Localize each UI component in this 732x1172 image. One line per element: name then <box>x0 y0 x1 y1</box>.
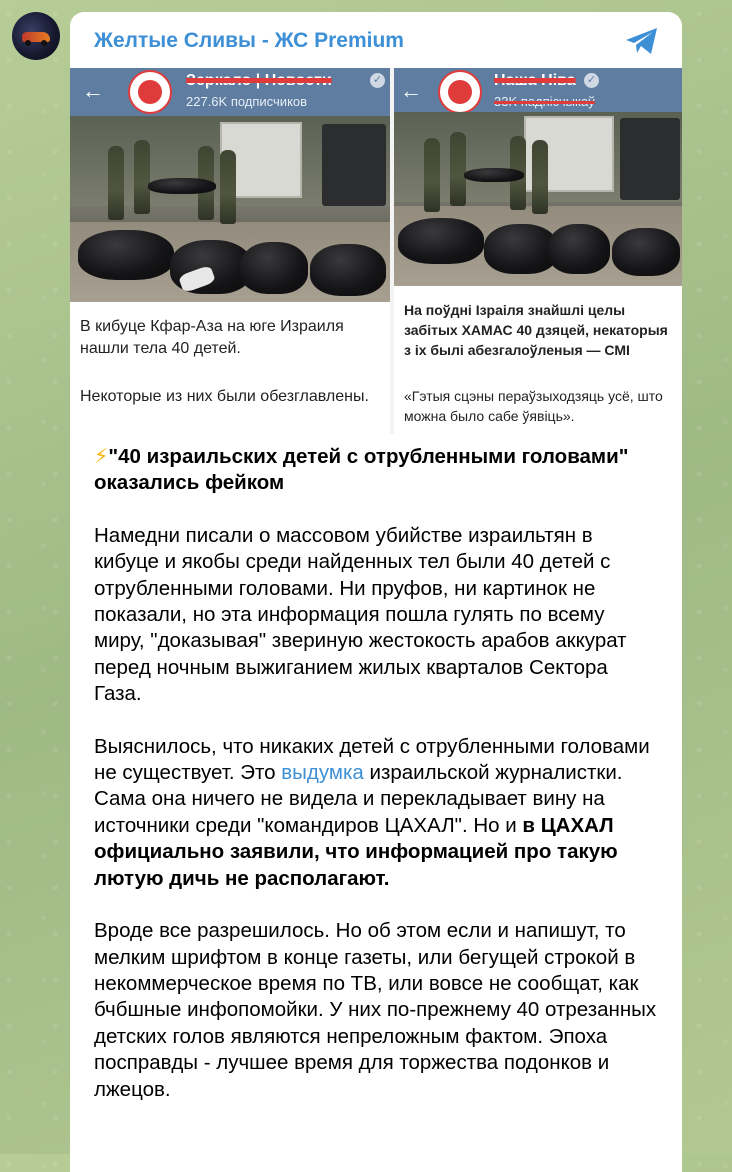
message-header <box>94 26 404 56</box>
left-subscriber-count: 227.6K подписчиков <box>186 94 308 109</box>
left-caption-secondary: Некоторые из них были обезглавлены. <box>80 388 369 405</box>
back-arrow-icon: ← <box>82 78 104 103</box>
post-title-text: "40 израильских детей с отрубленными головами" оказались фейком <box>94 445 629 495</box>
paragraph-1: Намедни писали о массовом убийстве израильтян в кибуце и якобы среди найденных тел были 40 детей с отрубленными головами. Ни пруфов, ни картинок не показали, но эта информация пошла гулять по всему миру, "доказывая" звериную жестокость арабов аккурат перед ночным выжиганием жилых кварталов Сектора Газа. <box>94 523 627 706</box>
left-channel-logo-icon <box>128 70 172 114</box>
soldier <box>450 132 466 206</box>
truck <box>322 124 386 206</box>
paragraph-3: Вроде все разрешилось. Но об этом если и напишут, то мелким шрифтом в конце газеты, или бегущей строкой в некоммерческое время по ТВ, или вовсе не сообщат, как бчбшные инфопомойки. У них по-прежнему 40 отрезанных детских голов являются непреложным фактом. Эпоха посправды - лучшее время для торжества подонков и лжецов. <box>94 919 657 1101</box>
body-bag <box>148 178 216 194</box>
left-channel-bar <box>70 68 390 116</box>
wheel-icon <box>25 40 31 46</box>
right-channel-name: Наша Ніва <box>494 72 576 89</box>
screenshot-collage[interactable] <box>70 68 682 434</box>
channel-avatar[interactable] <box>12 12 60 60</box>
message-text <box>94 444 660 1129</box>
right-caption-main: На поўдні Ізраіля знайшлі целы забітых ХАМАС 40 дзяцей, некаторыя з іх былі абезгалоўленыя — СМІ <box>404 302 668 358</box>
right-subscriber-count: 33K падпісчыкаў <box>494 94 595 109</box>
soldier <box>108 146 124 220</box>
lightning-icon: ⚡ <box>94 445 109 468</box>
verified-badge-icon: ✓ <box>584 73 599 88</box>
body-bag <box>398 218 484 264</box>
left-news-screenshot <box>70 68 390 434</box>
body-bag <box>612 228 680 276</box>
body-bag <box>464 168 524 182</box>
back-arrow-icon: ← <box>400 78 422 103</box>
left-caption-main: В кибуце Кфар-Аза на юге Израиля нашли тела 40 детей. <box>80 318 344 357</box>
share-icon[interactable] <box>624 26 660 56</box>
paragraph-2-text: израильской журналистки. Сама она ничего не видела и перекладывает вину на источники среди "командиров ЦАХАЛ". Но и <box>94 761 623 837</box>
channel-name[interactable]: Желтые Сливы - ЖС Premium <box>94 29 404 52</box>
body-bag <box>310 244 386 296</box>
truck <box>620 118 680 200</box>
right-news-screenshot <box>394 68 682 434</box>
body-bag <box>484 224 558 274</box>
fabrication-link[interactable]: выдумка <box>281 761 364 785</box>
right-news-photo <box>394 112 682 286</box>
soldier <box>134 140 150 214</box>
right-caption-secondary: «Гэтыя сцэны пераўзыходзяць усё, што можна было сабе ўявіць». <box>404 388 663 424</box>
paragraph-2 <box>94 734 660 892</box>
right-channel-logo-icon <box>438 70 482 114</box>
soldier <box>424 138 440 212</box>
message-bubble <box>70 12 682 1172</box>
paragraph-2-bold: в ЦАХАЛ официально заявили, что информацией про такую лютую дичь не располагают. <box>94 813 618 890</box>
post-title <box>94 444 660 497</box>
left-channel-name: Зеркало | Новости <box>186 72 332 89</box>
soldier <box>532 140 548 214</box>
left-news-photo <box>70 116 390 302</box>
body-bag <box>548 224 610 274</box>
body-bag <box>78 230 174 280</box>
soldier <box>220 150 236 224</box>
body-bag <box>240 242 308 294</box>
wheel-icon <box>41 40 47 46</box>
paragraph-2-text: Выяснилось, что никаких детей с отрубленными головами не существует. Это <box>94 734 650 785</box>
verified-badge-icon: ✓ <box>370 73 385 88</box>
right-channel-bar <box>394 68 682 112</box>
